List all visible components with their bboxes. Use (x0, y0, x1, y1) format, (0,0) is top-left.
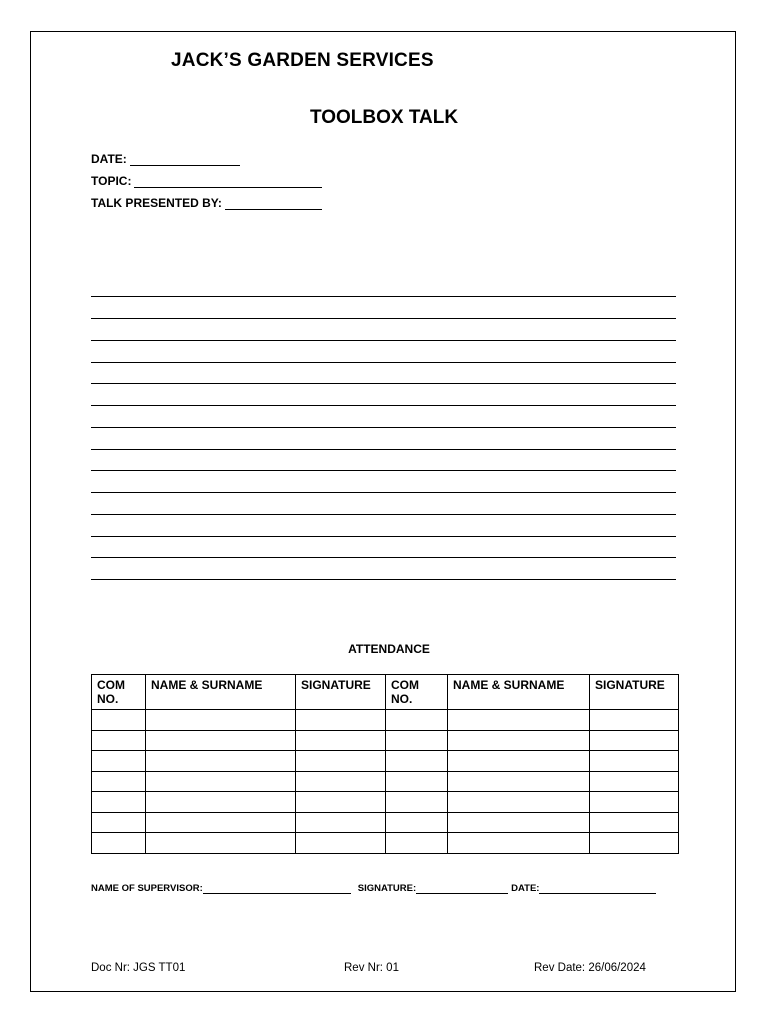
presenter-field[interactable] (91, 196, 322, 210)
table-row (92, 812, 679, 833)
table-cell[interactable] (386, 751, 448, 772)
table-cell[interactable] (448, 751, 590, 772)
table-cell[interactable] (386, 730, 448, 751)
table-cell[interactable] (146, 751, 296, 772)
table-cell[interactable] (296, 812, 386, 833)
table-cell[interactable] (146, 812, 296, 833)
doc-number: Doc Nr: JGS TT01 (91, 962, 186, 974)
attendance-body (92, 710, 679, 854)
table-cell[interactable] (386, 812, 448, 833)
notes-line[interactable] (91, 362, 676, 363)
notes-line[interactable] (91, 579, 676, 580)
table-cell[interactable] (448, 730, 590, 751)
table-cell[interactable] (448, 792, 590, 813)
supervisor-name-line[interactable] (203, 884, 351, 894)
table-cell[interactable] (146, 833, 296, 854)
table-cell[interactable] (146, 792, 296, 813)
table-cell[interactable] (386, 771, 448, 792)
table-cell[interactable] (590, 751, 679, 772)
table-cell[interactable] (386, 833, 448, 854)
date-label: DATE: (91, 152, 127, 166)
notes-line[interactable] (91, 427, 676, 428)
col-header-signature: SIGNATURE (296, 675, 386, 710)
table-row (92, 730, 679, 751)
supervisor-sign-off (91, 883, 656, 894)
notes-line[interactable] (91, 470, 676, 471)
notes-line[interactable] (91, 514, 676, 515)
table-row (92, 751, 679, 772)
table-cell[interactable] (590, 833, 679, 854)
notes-line[interactable] (91, 536, 676, 537)
table-cell[interactable] (590, 730, 679, 751)
table-cell[interactable] (448, 812, 590, 833)
table-cell[interactable] (92, 751, 146, 772)
supervisor-label: NAME OF SUPERVISOR: (91, 883, 203, 894)
col-header-name-surname: NAME & SURNAME (448, 675, 590, 710)
table-cell[interactable] (448, 710, 590, 731)
notes-line[interactable] (91, 557, 676, 558)
date-blank-line[interactable] (130, 154, 240, 166)
table-cell[interactable] (590, 812, 679, 833)
table-cell[interactable] (296, 792, 386, 813)
table-cell[interactable] (296, 730, 386, 751)
table-cell[interactable] (92, 771, 146, 792)
revision-number: Rev Nr: 01 (344, 962, 399, 974)
table-row (92, 771, 679, 792)
col-header-com-no: COM NO. (92, 675, 146, 710)
table-cell[interactable] (590, 771, 679, 792)
sign-date-line[interactable] (539, 884, 656, 894)
table-cell[interactable] (296, 833, 386, 854)
date-field[interactable] (91, 152, 240, 166)
table-cell[interactable] (146, 730, 296, 751)
document-page (30, 31, 736, 992)
table-cell[interactable] (92, 710, 146, 731)
notes-line[interactable] (91, 492, 676, 493)
revision-date: Rev Date: 26/06/2024 (534, 962, 646, 974)
topic-label: TOPIC: (91, 174, 132, 188)
table-cell[interactable] (92, 730, 146, 751)
table-cell[interactable] (296, 710, 386, 731)
topic-field[interactable] (91, 174, 322, 188)
topic-blank-line[interactable] (134, 176, 322, 188)
notes-line[interactable] (91, 383, 676, 384)
notes-line[interactable] (91, 340, 676, 341)
table-cell[interactable] (296, 751, 386, 772)
table-cell[interactable] (448, 771, 590, 792)
notes-line[interactable] (91, 318, 676, 319)
presenter-blank-line[interactable] (225, 198, 322, 210)
col-header-signature: SIGNATURE (590, 675, 679, 710)
signature-label: SIGNATURE: (357, 883, 417, 894)
table-cell[interactable] (92, 812, 146, 833)
col-header-com-no: COM NO. (386, 675, 448, 710)
table-cell[interactable] (146, 771, 296, 792)
document-title: TOOLBOX TALK (309, 107, 459, 128)
company-name: JACK’S GARDEN SERVICES (171, 50, 434, 71)
table-cell[interactable] (590, 710, 679, 731)
table-row (92, 710, 679, 731)
table-cell[interactable] (92, 792, 146, 813)
attendance-table (91, 674, 679, 854)
table-row (92, 792, 679, 813)
presenter-label: TALK PRESENTED BY: (91, 196, 222, 210)
sign-date-label: DATE: (511, 883, 540, 894)
table-cell[interactable] (448, 833, 590, 854)
notes-line[interactable] (91, 296, 676, 297)
table-cell[interactable] (590, 792, 679, 813)
table-cell[interactable] (386, 792, 448, 813)
notes-line[interactable] (91, 405, 676, 406)
table-cell[interactable] (146, 710, 296, 731)
table-cell[interactable] (92, 833, 146, 854)
notes-line[interactable] (91, 449, 676, 450)
table-cell[interactable] (296, 771, 386, 792)
table-cell[interactable] (386, 710, 448, 731)
table-row (92, 833, 679, 854)
attendance-heading: ATTENDANCE (348, 642, 430, 656)
col-header-name-surname: NAME & SURNAME (146, 675, 296, 710)
signature-line[interactable] (416, 884, 508, 894)
attendance-header-row (92, 675, 679, 710)
